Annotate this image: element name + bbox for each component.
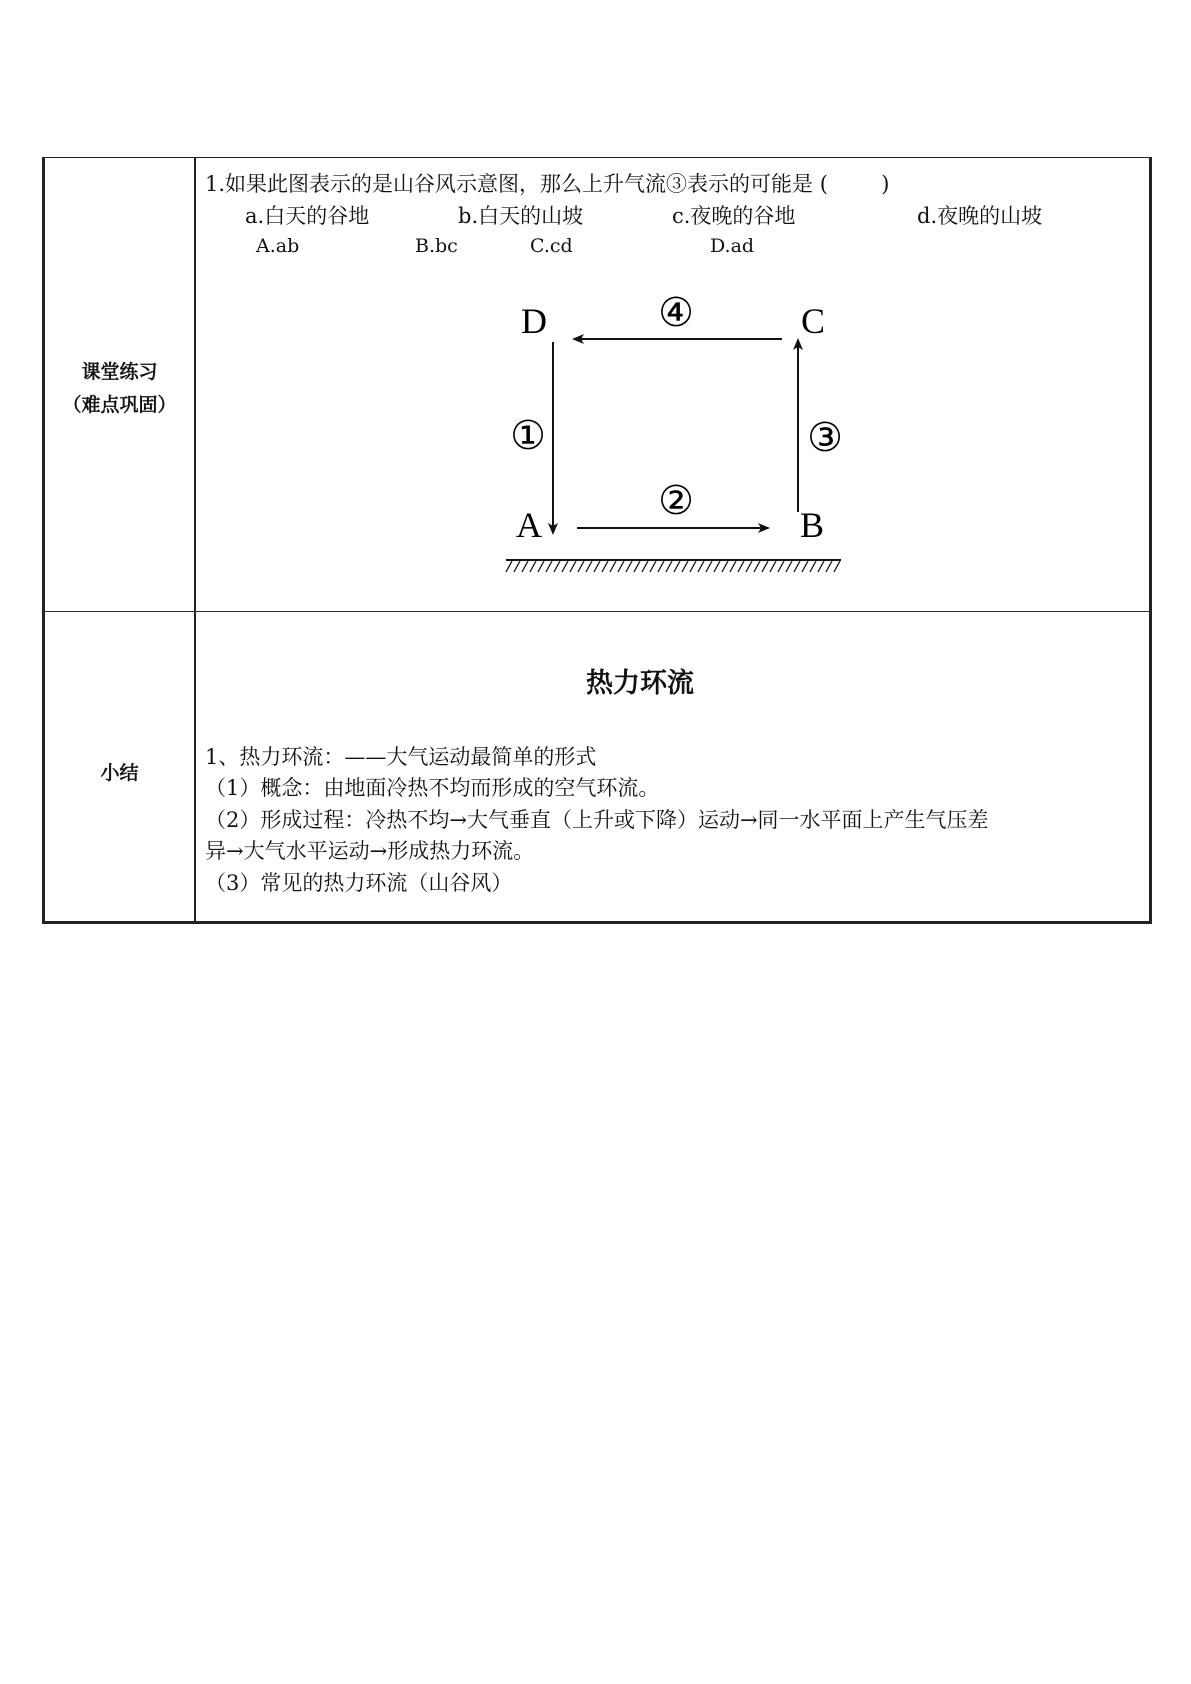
answer-A: A.ab <box>256 235 300 257</box>
point-B: B <box>799 505 825 545</box>
column-divider <box>194 158 196 921</box>
flow-label-4: ④ <box>658 290 694 336</box>
question-text: 1.如果此图表示的是山谷风示意图，那么上升气流③表示的可能是 ( ) <box>205 172 890 196</box>
summary-title: 热力环流 <box>586 668 694 699</box>
summary-line-2: （1）概念：由地面冷热不均而形成的空气环流。 <box>205 776 660 800</box>
thermal-circulation-diagram <box>440 250 860 590</box>
summary-line-3: （2）形成过程：冷热不均→大气垂直（上升或下降）运动→同一水平面上产生气压差 <box>205 808 989 832</box>
answer-D: D.ad <box>710 235 755 257</box>
summary-line-1: 1、热力环流：——大气运动最简单的形式 <box>205 745 597 769</box>
ground-hatching <box>506 561 840 572</box>
option-a: a.白天的谷地 <box>245 204 370 228</box>
summary-row-label: 小结 <box>100 762 139 784</box>
answer-C: C.cd <box>530 235 573 257</box>
answer-B: B.bc <box>415 235 458 257</box>
row-divider <box>45 611 1149 612</box>
option-d: d.夜晚的山坡 <box>917 204 1043 228</box>
option-b: b.白天的山坡 <box>458 204 584 228</box>
flow-label-3: ③ <box>807 415 843 461</box>
flow-label-2: ② <box>658 478 694 524</box>
point-D: D <box>521 301 547 341</box>
practice-label-line2: （难点巩固） <box>62 394 177 416</box>
summary-line-4: 异→大气水平运动→形成热力环流。 <box>205 839 535 863</box>
summary-line-5: （3）常见的热力环流（山谷风） <box>205 871 513 895</box>
flow-label-1: ① <box>510 413 546 459</box>
practice-row-label <box>45 356 194 422</box>
practice-label-line1: 课堂练习 <box>81 361 158 383</box>
point-C: C <box>800 301 826 341</box>
option-c: c.夜晚的谷地 <box>672 204 796 228</box>
point-A: A <box>516 505 542 545</box>
